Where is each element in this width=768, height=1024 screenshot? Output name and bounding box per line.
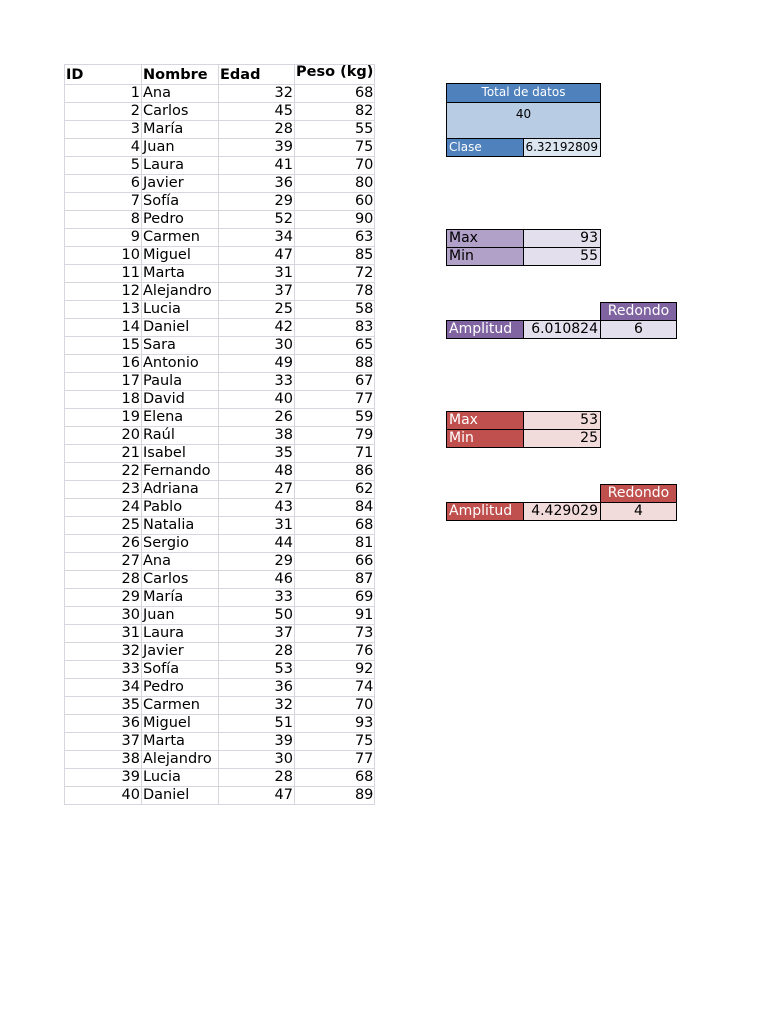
cell-id[interactable]: 13 [65,301,142,319]
cell-nombre[interactable]: Carmen [142,697,219,715]
table-row [65,85,375,103]
cell-peso[interactable]: 55 [295,121,375,139]
table-row [65,625,375,643]
edad-max-value[interactable]: 53 [523,411,601,430]
table-row [65,409,375,427]
table-row [65,733,375,751]
cell-id[interactable]: 6 [65,175,142,193]
cell-id[interactable]: 31 [65,625,142,643]
cell-id[interactable]: 22 [65,463,142,481]
cell-edad[interactable]: 39 [219,733,295,751]
cell-id[interactable]: 8 [65,211,142,229]
cell-edad[interactable]: 30 [219,751,295,769]
header-peso[interactable]: Peso (kg) [295,65,375,85]
table-row [65,193,375,211]
cell-edad[interactable]: 29 [219,193,295,211]
cell-nombre[interactable]: Carlos [142,571,219,589]
edad-max-label[interactable]: Max [446,411,524,430]
cell-edad[interactable]: 38 [219,427,295,445]
cell-id[interactable]: 3 [65,121,142,139]
cell-id[interactable]: 38 [65,751,142,769]
table-row [65,661,375,679]
cell-nombre[interactable]: Lucia [142,769,219,787]
table-row [65,751,375,769]
total-value-cell[interactable]: 40 [446,102,601,139]
cell-peso[interactable]: 83 [295,319,375,337]
cell-nombre[interactable]: Pedro [142,211,219,229]
cell-nombre[interactable]: Isabel [142,445,219,463]
cell-id[interactable]: 16 [65,355,142,373]
peso-max-label[interactable]: Max [446,229,524,248]
cell-edad[interactable]: 33 [219,373,295,391]
cell-edad[interactable]: 40 [219,391,295,409]
cell-edad[interactable]: 31 [219,265,295,283]
cell-nombre[interactable]: Carmen [142,229,219,247]
peso-min-label[interactable]: Min [446,247,524,266]
cell-peso[interactable]: 71 [295,445,375,463]
cell-peso[interactable]: 81 [295,535,375,553]
cell-nombre[interactable]: Raúl [142,427,219,445]
cell-peso[interactable]: 80 [295,175,375,193]
cell-nombre[interactable]: Laura [142,625,219,643]
cell-peso[interactable]: 65 [295,337,375,355]
cell-id[interactable]: 37 [65,733,142,751]
cell-edad[interactable]: 39 [219,139,295,157]
cell-edad[interactable]: 51 [219,715,295,733]
cell-edad[interactable]: 50 [219,607,295,625]
table-row [65,679,375,697]
cell-edad[interactable]: 33 [219,589,295,607]
cell-peso[interactable]: 68 [295,769,375,787]
cell-nombre[interactable]: Daniel [142,787,219,805]
cell-edad[interactable]: 52 [219,211,295,229]
cell-nombre[interactable]: Lucia [142,301,219,319]
cell-edad[interactable]: 29 [219,553,295,571]
cell-peso[interactable]: 68 [295,517,375,535]
cell-nombre[interactable]: Miguel [142,247,219,265]
cell-id[interactable]: 20 [65,427,142,445]
cell-edad[interactable]: 37 [219,283,295,301]
cell-edad[interactable]: 49 [219,355,295,373]
cell-id[interactable]: 27 [65,553,142,571]
cell-edad[interactable]: 46 [219,571,295,589]
cell-id[interactable]: 7 [65,193,142,211]
cell-id[interactable]: 24 [65,499,142,517]
cell-edad[interactable]: 44 [219,535,295,553]
cell-nombre[interactable]: María [142,121,219,139]
table-row [65,427,375,445]
edad-min-value[interactable]: 25 [523,429,601,448]
cell-edad[interactable]: 43 [219,499,295,517]
header-row [65,65,375,85]
header-nombre[interactable]: Nombre [142,65,219,85]
cell-id[interactable]: 23 [65,481,142,499]
cell-edad[interactable]: 48 [219,463,295,481]
cell-peso[interactable]: 93 [295,715,375,733]
cell-id[interactable]: 4 [65,139,142,157]
table-row [65,301,375,319]
cell-peso[interactable]: 73 [295,625,375,643]
cell-edad[interactable]: 45 [219,103,295,121]
cell-nombre[interactable]: Daniel [142,319,219,337]
cell-edad[interactable]: 31 [219,517,295,535]
table-row [65,373,375,391]
cell-nombre[interactable]: Pablo [142,499,219,517]
cell-peso[interactable]: 72 [295,265,375,283]
table-row [65,571,375,589]
cell-peso[interactable]: 77 [295,391,375,409]
cell-nombre[interactable]: Alejandro [142,283,219,301]
peso-min-value[interactable]: 55 [523,247,601,266]
cell-peso[interactable]: 82 [295,103,375,121]
edad-min-label[interactable]: Min [446,429,524,448]
cell-edad[interactable]: 32 [219,85,295,103]
cell-id[interactable]: 35 [65,697,142,715]
cell-nombre[interactable]: Adriana [142,481,219,499]
table-row [65,283,375,301]
cell-peso[interactable]: 89 [295,787,375,805]
cell-nombre[interactable]: Carlos [142,103,219,121]
cell-peso[interactable]: 66 [295,553,375,571]
cell-nombre[interactable]: Paula [142,373,219,391]
cell-edad[interactable]: 42 [219,319,295,337]
data-table [64,64,375,805]
cell-peso[interactable]: 75 [295,733,375,751]
cell-edad[interactable]: 26 [219,409,295,427]
table-row [65,139,375,157]
cell-nombre[interactable]: Marta [142,733,219,751]
table-row [65,175,375,193]
cell-nombre[interactable]: Sergio [142,535,219,553]
cell-nombre[interactable]: Sofía [142,193,219,211]
cell-id[interactable]: 15 [65,337,142,355]
cell-peso[interactable]: 86 [295,463,375,481]
cell-edad[interactable]: 36 [219,175,295,193]
cell-peso[interactable]: 74 [295,679,375,697]
cell-edad[interactable]: 28 [219,769,295,787]
table-row [65,787,375,805]
cell-nombre[interactable]: Javier [142,175,219,193]
cell-id[interactable]: 11 [65,265,142,283]
cell-nombre[interactable]: Fernando [142,463,219,481]
cell-nombre[interactable]: Sofía [142,661,219,679]
cell-id[interactable]: 1 [65,85,142,103]
cell-nombre[interactable]: María [142,589,219,607]
peso-amplitud-label[interactable]: Amplitud [446,320,524,339]
header-edad[interactable]: Edad [219,65,295,85]
cell-edad[interactable]: 36 [219,679,295,697]
cell-peso[interactable]: 87 [295,571,375,589]
cell-peso[interactable]: 79 [295,427,375,445]
edad-amplitud-value[interactable]: 4.429029 [523,502,601,521]
cell-id[interactable]: 19 [65,409,142,427]
edad-redondo-value[interactable]: 4 [600,502,677,521]
cell-edad[interactable]: 53 [219,661,295,679]
header-id[interactable]: ID [65,65,142,85]
table-body [65,85,375,805]
cell-id[interactable]: 18 [65,391,142,409]
cell-id[interactable]: 32 [65,643,142,661]
table-row [65,535,375,553]
cell-nombre[interactable]: Pedro [142,679,219,697]
cell-id[interactable]: 14 [65,319,142,337]
cell-edad[interactable]: 35 [219,445,295,463]
clase-label-cell[interactable]: Clase [446,138,524,157]
cell-edad[interactable]: 47 [219,247,295,265]
table-row [65,157,375,175]
cell-edad[interactable]: 37 [219,625,295,643]
cell-edad[interactable]: 25 [219,301,295,319]
table-row [65,121,375,139]
cell-edad[interactable]: 32 [219,697,295,715]
table-row [65,769,375,787]
cell-nombre[interactable]: Elena [142,409,219,427]
cell-id[interactable]: 25 [65,517,142,535]
table-row [65,229,375,247]
table-row [65,553,375,571]
cell-peso[interactable]: 62 [295,481,375,499]
table-row [65,211,375,229]
cell-nombre[interactable]: Juan [142,139,219,157]
cell-peso[interactable]: 75 [295,139,375,157]
cell-edad[interactable]: 41 [219,157,295,175]
edad-redondo-label[interactable]: Redondo [600,484,677,503]
cell-peso[interactable]: 85 [295,247,375,265]
cell-peso[interactable]: 70 [295,697,375,715]
cell-peso[interactable]: 91 [295,607,375,625]
cell-peso[interactable]: 78 [295,283,375,301]
cell-id[interactable]: 12 [65,283,142,301]
cell-id[interactable]: 33 [65,661,142,679]
table-row [65,391,375,409]
cell-nombre[interactable]: Javier [142,643,219,661]
cell-peso[interactable]: 58 [295,301,375,319]
cell-id[interactable]: 40 [65,787,142,805]
cell-nombre[interactable]: Juan [142,607,219,625]
peso-redondo-label[interactable]: Redondo [600,302,677,321]
cell-edad[interactable]: 47 [219,787,295,805]
cell-id[interactable]: 17 [65,373,142,391]
cell-edad[interactable]: 34 [219,229,295,247]
cell-id[interactable]: 21 [65,445,142,463]
cell-nombre[interactable]: Marta [142,265,219,283]
cell-peso[interactable]: 88 [295,355,375,373]
cell-nombre[interactable]: Alejandro [142,751,219,769]
cell-nombre[interactable]: Sara [142,337,219,355]
cell-peso[interactable]: 77 [295,751,375,769]
table-row [65,643,375,661]
cell-id[interactable]: 28 [65,571,142,589]
cell-peso[interactable]: 76 [295,643,375,661]
cell-peso[interactable]: 69 [295,589,375,607]
cell-peso[interactable]: 90 [295,211,375,229]
cell-peso[interactable]: 67 [295,373,375,391]
total-label-cell[interactable]: Total de datos [446,83,601,103]
table-row [65,445,375,463]
table-row [65,319,375,337]
table-row [65,265,375,283]
peso-redondo-value[interactable]: 6 [600,320,677,339]
cell-id[interactable]: 30 [65,607,142,625]
cell-id[interactable]: 10 [65,247,142,265]
cell-nombre[interactable]: Miguel [142,715,219,733]
cell-edad[interactable]: 28 [219,643,295,661]
table-row [65,337,375,355]
cell-id[interactable]: 29 [65,589,142,607]
cell-id[interactable]: 26 [65,535,142,553]
table-row [65,517,375,535]
cell-id[interactable]: 34 [65,679,142,697]
cell-peso[interactable]: 63 [295,229,375,247]
cell-id[interactable]: 2 [65,103,142,121]
cell-id[interactable]: 9 [65,229,142,247]
cell-nombre[interactable]: David [142,391,219,409]
peso-max-value[interactable]: 93 [523,229,601,248]
table-row [65,607,375,625]
cell-peso[interactable]: 60 [295,193,375,211]
cell-nombre[interactable]: Natalia [142,517,219,535]
peso-amplitud-value[interactable]: 6.010824 [523,320,601,339]
table-row [65,103,375,121]
cell-peso[interactable]: 68 [295,85,375,103]
clase-value-cell[interactable]: 6.32192809 [523,138,601,157]
cell-peso[interactable]: 84 [295,499,375,517]
cell-peso[interactable]: 59 [295,409,375,427]
table-row [65,697,375,715]
cell-nombre[interactable]: Laura [142,157,219,175]
cell-id[interactable]: 39 [65,769,142,787]
cell-id[interactable]: 5 [65,157,142,175]
cell-nombre[interactable]: Antonio [142,355,219,373]
cell-edad[interactable]: 28 [219,121,295,139]
cell-edad[interactable]: 30 [219,337,295,355]
table-row [65,715,375,733]
cell-peso[interactable]: 70 [295,157,375,175]
table-row [65,589,375,607]
table-row [65,355,375,373]
table-row [65,481,375,499]
cell-edad[interactable]: 27 [219,481,295,499]
cell-nombre[interactable]: Ana [142,85,219,103]
table-row [65,463,375,481]
cell-peso[interactable]: 92 [295,661,375,679]
cell-nombre[interactable]: Ana [142,553,219,571]
table-row [65,499,375,517]
cell-id[interactable]: 36 [65,715,142,733]
table-row [65,247,375,265]
edad-amplitud-label[interactable]: Amplitud [446,502,524,521]
